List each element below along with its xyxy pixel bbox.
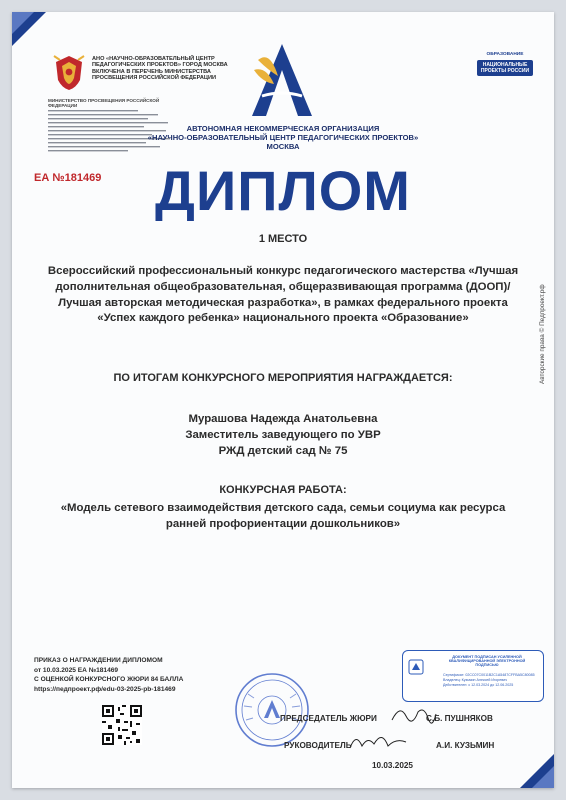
head-name: А.И. КУЗЬМИН bbox=[436, 741, 495, 750]
diploma-sheet bbox=[12, 12, 554, 788]
head-label: РУКОВОДИТЕЛЬ bbox=[284, 741, 352, 750]
electronic-signature-box bbox=[402, 650, 544, 702]
diploma-title: ДИПЛОМ bbox=[155, 159, 411, 222]
esig-owner: Владелец: Кузьмин Алексей Игоревич bbox=[443, 678, 507, 682]
corner-decoration-bottom-right-inner bbox=[532, 766, 554, 788]
national-projects-badge: НАЦИОНАЛЬНЫЕ ПРОЕКТЫ РОССИИ bbox=[477, 60, 533, 76]
org-line-1: АВТОНОМНАЯ НЕКОММЕРЧЕСКАЯ ОРГАНИЗАЦИЯ bbox=[186, 124, 380, 133]
chair-name: С.Б. ПУШНЯКОВ bbox=[426, 714, 493, 723]
center-logo-icon bbox=[244, 40, 320, 120]
order-line-3: С ОЦЕНКОЙ КОНКУРСНОГО ЖЮРИ 84 БАЛЛА bbox=[34, 676, 184, 684]
national-project-label: ОБРАЗОВАНИЕ bbox=[486, 52, 524, 57]
organization-heading bbox=[12, 124, 554, 151]
registration-number: ЕА №181469 bbox=[34, 172, 102, 184]
qr-code-icon[interactable] bbox=[102, 705, 142, 745]
esig-details bbox=[443, 673, 539, 688]
signature-emblem-icon bbox=[408, 659, 424, 675]
work-title: «Модель сетевого взаимодействия детского сада, семьи социума как ресурса ранней профориентации дошкольников» bbox=[60, 502, 506, 530]
awardee-block bbox=[12, 412, 554, 459]
awardee-position: Заместитель заведующего по УВР bbox=[185, 428, 381, 441]
org-line-2: «НАУЧНО-ОБРАЗОВАТЕЛЬНЫЙ ЦЕНТР ПЕДАГОГИЧЕСКИХ ПРОЕКТОВ» bbox=[147, 133, 419, 142]
esig-validity: Действителен: с 12.03.2024 до 12.06.2025 bbox=[443, 683, 514, 687]
round-stamp-icon bbox=[234, 672, 310, 748]
ano-inclusion-text: АНО «НАУЧНО-ОБРАЗОВАТЕЛЬНЫЙ ЦЕНТР ПЕДАГОГИЧЕСКИХ ПРОЕКТОВ» ГОРОД МОСКВА ВКЛЮЧЕНА В ПЕРЕЧЕНЬ МИНИСТЕРСТВА ПРОСВЕЩЕНИЯ РОССИЙСКОЙ ФЕДЕРАЦИИ bbox=[92, 56, 228, 82]
work-heading: КОНКУРСНАЯ РАБОТА: bbox=[219, 484, 347, 496]
order-line-2: от 10.03.2025 ЕА №181469 bbox=[34, 666, 119, 674]
contest-description: Всероссийский профессиональный конкурс педагогического мастерства «Лучшая дополнительная общеобразовательная, общеразвивающая программа (ДООП)/Лучшая авторская методическая разработка», в рамках федерального проекта «Успех каждого ребенка» национального проекта «Образование» bbox=[47, 265, 519, 325]
awarded-heading: ПО ИТОГАМ КОНКУРСНОГО МЕРОПРИЯТИЯ НАГРАЖДАЕТСЯ: bbox=[113, 372, 453, 384]
issue-date: 10.03.2025 bbox=[372, 761, 413, 770]
org-line-3: МОСКВА bbox=[266, 142, 300, 151]
awardee-name: Мурашова Надежда Анатольевна bbox=[188, 413, 378, 425]
order-block bbox=[34, 656, 244, 694]
order-line-1: ПРИКАЗ О НАГРАЖДЕНИИ ДИПЛОМОМ bbox=[34, 657, 163, 664]
ministry-title: МИНИСТЕРСТВО ПРОСВЕЩЕНИЯ РОССИЙСКОЙ ФЕДЕРАЦИИ bbox=[48, 98, 160, 108]
corner-decoration-top-left-inner bbox=[12, 12, 34, 34]
esig-title: ДОКУМЕНТ ПОДПИСАН УСИЛЕННОЙ КВАЛИФИЦИРОВАННОЙ ЭЛЕКТРОННОЙ ПОДПИСЬЮ bbox=[448, 655, 526, 668]
esig-certificate: Сертификат: 02CC07C0011B2C1A5487CFFBA5C80085 bbox=[443, 673, 535, 677]
coat-of-arms-icon bbox=[52, 54, 86, 92]
copyright-vertical: Авторские права © Педпроект.рф bbox=[539, 284, 546, 384]
awardee-organization: РЖД детский сад № 75 bbox=[218, 444, 348, 457]
chair-label: ПРЕДСЕДАТЕЛЬ ЖЮРИ bbox=[280, 714, 377, 723]
head-signature-icon bbox=[348, 728, 408, 754]
place-label: 1 МЕСТО bbox=[258, 233, 308, 245]
national-project-logo bbox=[473, 52, 537, 98]
order-link[interactable]: https://педпроект.рф/edu-03-2025-pb-181469 bbox=[34, 685, 176, 693]
